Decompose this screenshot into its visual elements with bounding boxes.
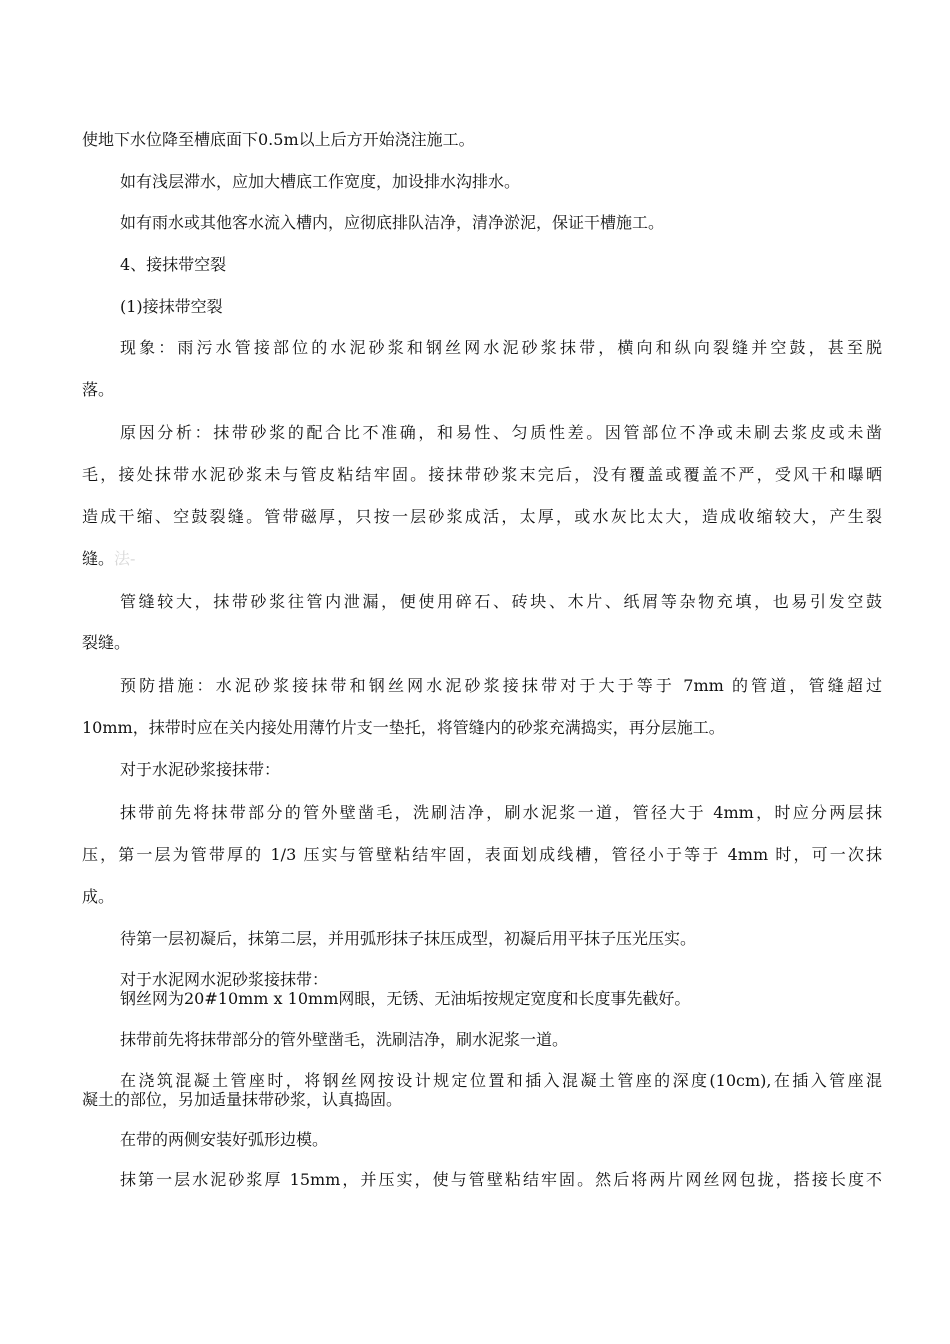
text-line: 管缝较大，抹带砂浆往管内泄漏，便使用碎石、砖块、木片、纸屑等杂物充填，也易引发空鼓: [120, 593, 882, 611]
text-line: 待第一层初凝后，抹第二层，并用弧形抹子抹压成型，初凝后用平抹子压光压实。: [120, 930, 697, 948]
text-line: 钢丝网为20#10mm x 10mm网眼，无锈、无油垢按规定宽度和长度事先截好。: [120, 990, 691, 1008]
text-line: 现象：雨污水管接部位的水泥砂浆和钢丝网水泥砂浆抹带，横向和纵向裂缝并空鼓，甚至脱: [120, 339, 882, 357]
text-line: 抹带前先将抹带部分的管外壁凿毛，洗刷洁净，刷水泥浆一道，管径大于 4mm，时应分两层抹: [120, 804, 882, 822]
watermark-text: 法-: [114, 550, 136, 568]
text-line: 缝。法-: [82, 550, 136, 568]
text-line: 在浇筑混凝土管座时，将钢丝网按设计规定位置和插入混凝土管座的深度(10cm),在插入管座混: [120, 1072, 882, 1090]
text-line: 裂缝。: [82, 634, 131, 652]
text-line: 毛，接处抹带水泥砂浆未与管皮粘结牢固。接抹带砂浆末完后，没有覆盖或覆盖不严，受风干和曝晒: [82, 466, 882, 484]
text-line: 预防措施：水泥砂浆接抹带和钢丝网水泥砂浆接抹带对于大于等于 7mm 的管道，管缝超过: [120, 677, 882, 695]
text-line: 对于水泥砂浆接抹带：: [120, 761, 281, 779]
text-line: 原因分析：抹带砂浆的配合比不准确，和易性、匀质性差。因管部位不净或未刷去浆皮或未凿: [120, 424, 882, 442]
text-line: 落。: [82, 381, 115, 399]
text-line: 10mm，抹带时应在关内接处用薄竹片支一垫托，将管缝内的砂浆充满捣实，再分层施工。: [82, 719, 725, 737]
text-line: 使地下水位降至槽底面下0.5m以上后方开始浇注施工。: [82, 131, 475, 149]
text-line: 造成干缩、空鼓裂缝。管带磁厚，只按一层砂浆成活，太厚，或水灰比太大，造成收缩较大，产生裂: [82, 508, 882, 526]
text-line: 对于水泥网水泥砂浆接抹带：: [120, 971, 329, 989]
text-line: 凝土的部位，另加适量抹带砂浆，认真捣固。: [82, 1091, 403, 1109]
text-line: 抹带前先将抹带部分的管外壁凿毛，洗刷洁净，刷水泥浆一道。: [120, 1031, 569, 1049]
text-line: 如有浅层滞水，应加大槽底工作宽度，加设排水沟排水。: [120, 173, 521, 191]
subsection-heading: (1)接抹带空裂: [120, 298, 223, 316]
text-line: 抹第一层水泥砂浆厚 15mm，并压实，使与管壁粘结牢固。然后将两片网丝网包拢，搭接长度不: [120, 1171, 882, 1189]
text-line: 如有雨水或其他客水流入槽内，应彻底排队洁净，清净淤泥，保证干槽施工。: [120, 214, 665, 232]
text-line: 压，第一层为管带厚的 1/3 压实与管壁粘结牢固，表面划成线槽，管径小于等于 4mm 时，可一次抹: [82, 846, 882, 864]
section-heading: 4、接抹带空裂: [120, 256, 227, 274]
text-line: 成。: [82, 888, 115, 906]
text-line: 在带的两侧安装好弧形边模。: [120, 1131, 329, 1149]
